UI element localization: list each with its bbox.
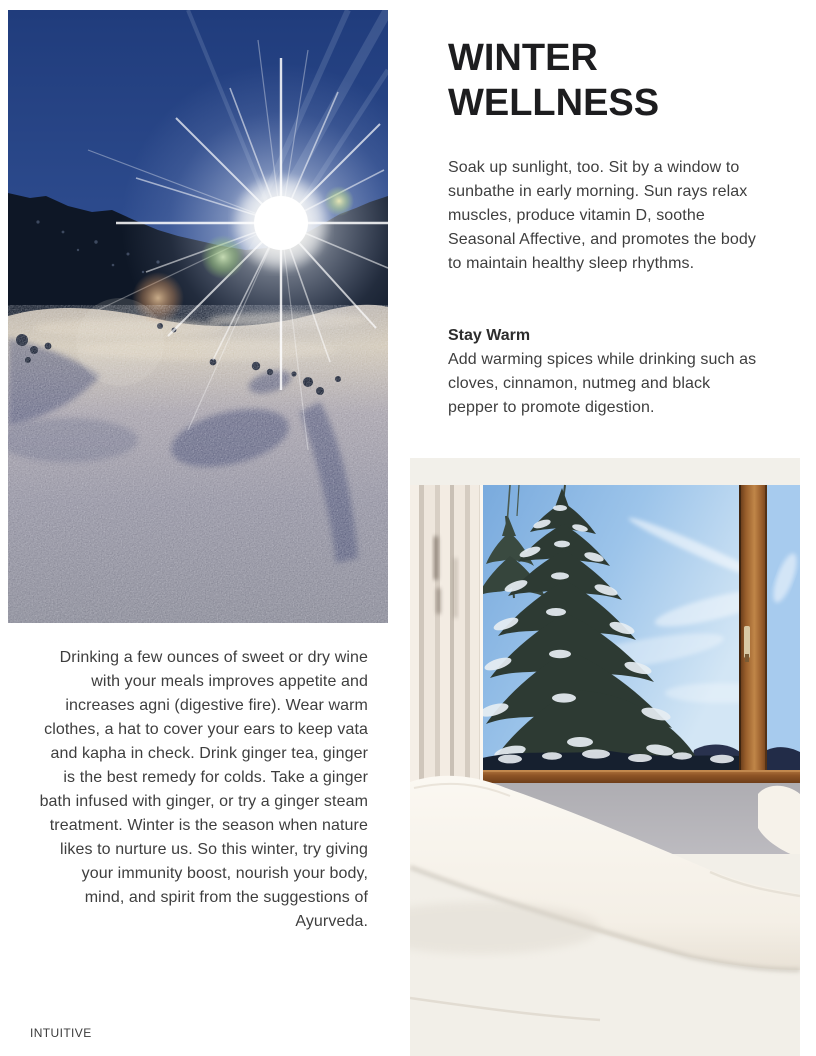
wall-top — [410, 458, 800, 485]
footer-brand: INTUITIVE — [30, 1026, 92, 1040]
window-sill — [482, 770, 800, 783]
left-column-paragraph: Drinking a few ounces of sweet or dry wine with your meals improves appetite and increases agni (digestive fire). Wear warm clothes, a hat to cover your ears to keep vata and kapha in check. Drink ginger tea, ginger is the best remedy for colds. Take a ginger bath infused with ginger, or try a ginger steam treatment. Winter is the season when nature likes to nurture us. So this winter, try giving your immunity boost, nourish your body, mind, and spirit from the suggestions of Ayurveda. — [39, 649, 368, 930]
stay-warm-heading: Stay Warm — [448, 327, 531, 344]
window-handle — [744, 626, 750, 658]
page-title: WINTER WELLNESS — [448, 37, 660, 124]
window-frame — [739, 485, 767, 777]
stay-warm-paragraph: Add warming spices while drinking such as cloves, cinnamon, nutmeg and black pepper to promote digestion. — [448, 351, 757, 416]
intro-paragraph: Soak up sunlight, too. Sit by a window to sunbathe in early morning. Sun rays relax muscles, produce vitamin D, soothe Seasonal Affective, and promotes the body to maintain healthy sleep rhythms. — [448, 159, 757, 272]
bedroom-window-photo — [410, 458, 800, 1056]
mountain-sunrise-photo — [8, 10, 388, 623]
